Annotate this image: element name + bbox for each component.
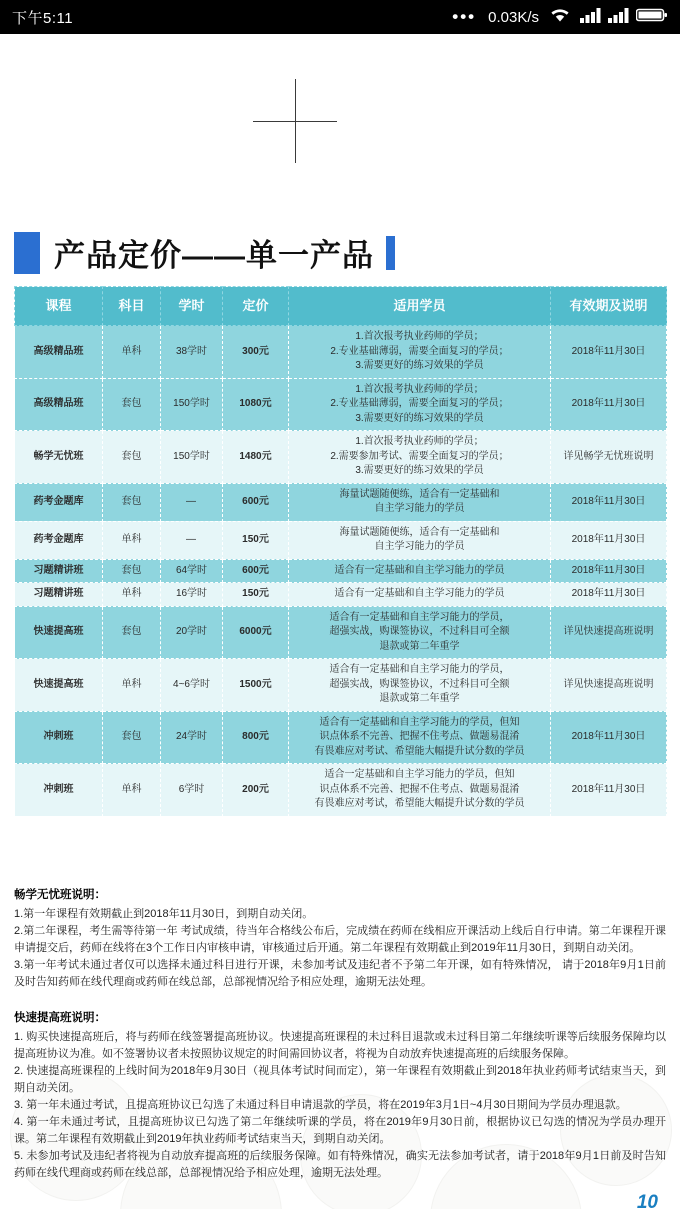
cell-price: 300元 bbox=[223, 326, 289, 379]
note-fast-track-class bbox=[14, 1009, 666, 1182]
cell-subject: 套包 bbox=[103, 606, 161, 659]
cell-subject: 单科 bbox=[103, 583, 161, 607]
cell-price: 150元 bbox=[223, 521, 289, 559]
cell-subject: 套包 bbox=[103, 559, 161, 583]
crosshair-vertical-line bbox=[295, 79, 296, 163]
cell-price: 1500元 bbox=[223, 659, 289, 712]
signal-bars-icon bbox=[580, 7, 602, 27]
table-row bbox=[15, 711, 667, 764]
cell-validity: 2018年11月30日 bbox=[551, 764, 667, 817]
page-title-text: 产品定价——单一产品 bbox=[54, 238, 374, 273]
status-bar bbox=[0, 0, 680, 34]
col-header-course: 课程 bbox=[15, 287, 103, 326]
table-row bbox=[15, 378, 667, 431]
cell-validity: 详见畅学无忧班说明 bbox=[551, 431, 667, 484]
cell-subject: 单科 bbox=[103, 764, 161, 817]
cell-subject: 套包 bbox=[103, 483, 161, 521]
network-speed-label: 0.03K/s bbox=[488, 8, 539, 26]
table-row bbox=[15, 326, 667, 379]
cell-price: 6000元 bbox=[223, 606, 289, 659]
cell-price: 600元 bbox=[223, 559, 289, 583]
cell-course: 冲刺班 bbox=[15, 764, 103, 817]
table-row bbox=[15, 659, 667, 712]
cell-course: 药考金题库 bbox=[15, 521, 103, 559]
cell-hours: 24学时 bbox=[161, 711, 223, 764]
col-header-subject: 科目 bbox=[103, 287, 161, 326]
cell-target: 适合有一定基础和自主学习能力的学员， 超强实战，购课签协议，不过科目可全额 退款或第二年重学 bbox=[289, 606, 551, 659]
table-row bbox=[15, 583, 667, 607]
cell-course: 高级精品班 bbox=[15, 378, 103, 431]
pricing-table bbox=[14, 286, 667, 817]
col-header-hours: 学时 bbox=[161, 287, 223, 326]
cell-course: 快速提高班 bbox=[15, 659, 103, 712]
cell-validity: 2018年11月30日 bbox=[551, 378, 667, 431]
cell-course: 习题精讲班 bbox=[15, 583, 103, 607]
cell-hours: 64学时 bbox=[161, 559, 223, 583]
cell-target: 适合有一定基础和自主学习能力的学员， 超强实战，购课签协议，不过科目可全额 退款或第二年重学 bbox=[289, 659, 551, 712]
cell-price: 1480元 bbox=[223, 431, 289, 484]
table-header-row bbox=[15, 287, 667, 326]
cell-validity: 详见快速提高班说明 bbox=[551, 606, 667, 659]
table-row bbox=[15, 764, 667, 817]
page-number: 10 bbox=[636, 1192, 658, 1209]
cell-hours: — bbox=[161, 483, 223, 521]
cell-hours: 150学时 bbox=[161, 378, 223, 431]
cell-validity: 详见快速提高班说明 bbox=[551, 659, 667, 712]
status-clock: 下午5:11 bbox=[12, 9, 74, 27]
table-row bbox=[15, 431, 667, 484]
cell-subject: 套包 bbox=[103, 711, 161, 764]
cell-course: 习题精讲班 bbox=[15, 559, 103, 583]
battery-icon bbox=[636, 7, 668, 27]
col-header-validity: 有效期及说明 bbox=[551, 287, 667, 326]
cell-subject: 套包 bbox=[103, 431, 161, 484]
cell-price: 200元 bbox=[223, 764, 289, 817]
signal-bars-icon-secondary bbox=[608, 7, 630, 27]
table-row bbox=[15, 521, 667, 559]
cell-hours: — bbox=[161, 521, 223, 559]
cell-target: 1.首次报考执业药师的学员； 2.需要参加考试、需要全面复习的学员； 3.需要更好的练习效果的学员 bbox=[289, 431, 551, 484]
crosshair-marker bbox=[0, 68, 680, 108]
wifi-icon bbox=[549, 7, 571, 27]
cell-target: 1.首次报考执业药师的学员； 2.专业基础薄弱，需要全面复习的学员； 3.需要更好的练习效果的学员 bbox=[289, 378, 551, 431]
cell-course: 高级精品班 bbox=[15, 326, 103, 379]
cell-price: 800元 bbox=[223, 711, 289, 764]
cell-course: 畅学无忧班 bbox=[15, 431, 103, 484]
cell-target: 1.首次报考执业药师的学员； 2.专业基础薄弱，需要全面复习的学员； 3.需要更好的练习效果的学员 bbox=[289, 326, 551, 379]
page-title bbox=[14, 230, 395, 275]
cell-price: 1080元 bbox=[223, 378, 289, 431]
cell-price: 150元 bbox=[223, 583, 289, 607]
cell-validity: 2018年11月30日 bbox=[551, 583, 667, 607]
cell-subject: 单科 bbox=[103, 521, 161, 559]
cell-target: 适合有一定基础和自主学习能力的学员，但知 识点体系不完善、把握不住考点、做题易混淆 有畏难应对考试、希望能大幅提升试分数的学员 bbox=[289, 711, 551, 764]
cell-target: 海量试题随便练，适合有一定基础和 自主学习能力的学员 bbox=[289, 521, 551, 559]
table-row bbox=[15, 606, 667, 659]
cell-target: 适合有一定基础和自主学习能力的学员 bbox=[289, 583, 551, 607]
cell-course: 药考金题库 bbox=[15, 483, 103, 521]
cell-price: 600元 bbox=[223, 483, 289, 521]
title-accent-bar-left bbox=[14, 232, 40, 274]
table-row bbox=[15, 483, 667, 521]
note-worry-free-title: 畅学无忧班说明： bbox=[14, 889, 106, 901]
cell-hours: 20学时 bbox=[161, 606, 223, 659]
col-header-target: 适用学员 bbox=[289, 287, 551, 326]
cell-hours: 4~6学时 bbox=[161, 659, 223, 712]
note-fast-track-title: 快速提高班说明： bbox=[14, 1012, 106, 1024]
cell-target: 适合一定基础和自主学习能力的学员，但知 识点体系不完善、把握不住考点、做题易混淆 有畏难应对考试，希望能大幅提升试分数的学员 bbox=[289, 764, 551, 817]
note-worry-free-class bbox=[14, 886, 666, 991]
title-accent-bar-right bbox=[386, 236, 395, 270]
pricing-table-wrapper bbox=[14, 286, 666, 817]
more-dots-icon: ••• bbox=[452, 7, 477, 26]
cell-hours: 150学时 bbox=[161, 431, 223, 484]
pricing-table-body bbox=[15, 326, 667, 817]
cell-subject: 套包 bbox=[103, 378, 161, 431]
note-worry-free-body: 1.第一年课程有效期截止到2018年11月30日，到期自动关闭。 2.第二年课程，考生需等待第一年 考试成绩，待当年合格线公布后，完成绩在药师在线相应开课活动上线后自行申请。第二年课程开课申请提交后，药师在线将在3个工作日内审核申请，审核通过后开通。第二年课程有效期截止到2019年11月30日，到期自动关闭。 3.第一年考试未通过者仅可以选择未通过科目进行开课，未参加考试及违纪者不予第二年开课，如有特殊情况， 请于2018年9月1日前及时告知药师在线代理商或药师在线总部，总部视情况给予相应处理，逾期无法处理。 bbox=[14, 908, 666, 989]
note-fast-track-body: 1. 购买快速提高班后，将与药师在线签署提高班协议。快速提高班课程的未过科目退款或未过科目第二年继续听课等后续服务保障均以提高班协议为准。如不签署协议者未按照协议规定的时间需回协议者，将视为自动放弃快速提高班的后续服务保障。 2. 快速提高班课程的上线时间为2018年9月30日（视具体考试时间而定），第一年课程有效期截止到2018年执业药师考试结束当天，到期自动关闭。 3. 第一年未通过考试，且提高班协议已勾选了未通过科目申请退款的学员，将在2019年3月1日~4月30日期间为学员办理退款。 4. 第一年未通过考试，且提高班协议已勾选了第二年继续听课的学员，将在2019年9月30日前，根据协议已勾选的情况为学员办理开课。第二年课程有效期截止到2019年执业药师考试结束当天，到期自动关闭。 5. 未参加考试及违纪者将视为自动放弃提高班的后续服务保障。如有特殊情况，确实无法参加考试者，请于2018年9月1日前及时告知药师在线代理商或药师在线总部，总部视情况给予相应处理，逾期无法处理。 bbox=[14, 1031, 666, 1180]
cell-validity: 2018年11月30日 bbox=[551, 483, 667, 521]
table-row bbox=[15, 559, 667, 583]
cell-validity: 2018年11月30日 bbox=[551, 521, 667, 559]
cell-hours: 38学时 bbox=[161, 326, 223, 379]
cell-target: 适合有一定基础和自主学习能力的学员 bbox=[289, 559, 551, 583]
cell-course: 冲刺班 bbox=[15, 711, 103, 764]
cell-hours: 16学时 bbox=[161, 583, 223, 607]
cell-subject: 单科 bbox=[103, 659, 161, 712]
col-header-price: 定价 bbox=[223, 287, 289, 326]
document-page bbox=[0, 34, 680, 1209]
cell-validity: 2018年11月30日 bbox=[551, 326, 667, 379]
cell-target: 海量试题随便练，适合有一定基础和 自主学习能力的学员 bbox=[289, 483, 551, 521]
cell-hours: 6学时 bbox=[161, 764, 223, 817]
cell-course: 快速提高班 bbox=[15, 606, 103, 659]
cell-validity: 2018年11月30日 bbox=[551, 559, 667, 583]
cell-validity: 2018年11月30日 bbox=[551, 711, 667, 764]
cell-subject: 单科 bbox=[103, 326, 161, 379]
